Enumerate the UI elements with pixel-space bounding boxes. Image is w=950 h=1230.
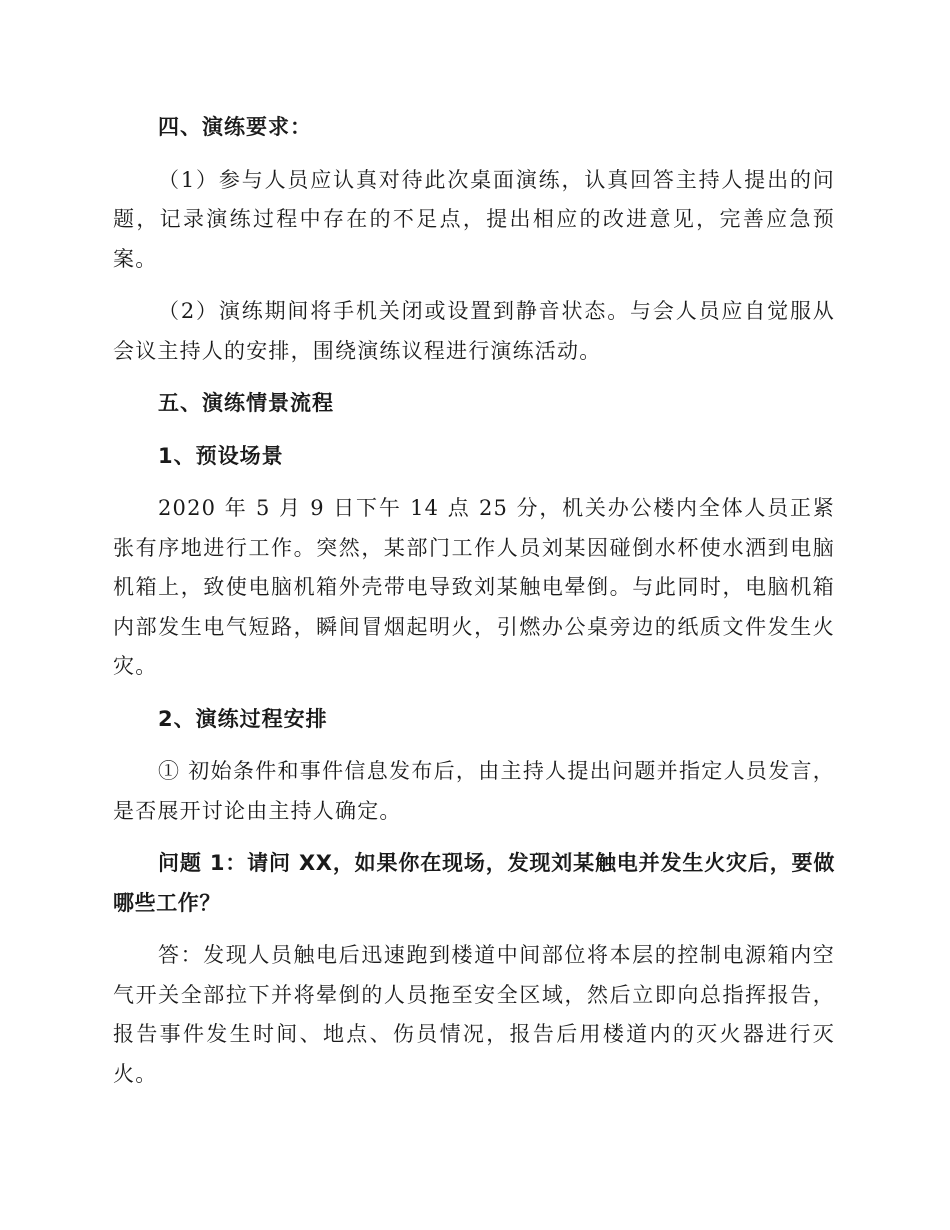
procedure-step-1: ① 初始条件和事件信息发布后，由主持人提出问题并指定人员发言，是否展开讨论由主持人确定。 (113, 759, 835, 823)
section-4-heading: 四、演练要求： (158, 115, 312, 139)
document-body (113, 108, 835, 1094)
subsection-1-heading: 1、预设场景 (158, 443, 284, 468)
section-4-item-2: （2）演练期间将手机关闭或设置到静音状态。与会人员应自觉服从会议主持人的安排，围绕演练议程进行演练活动。 (113, 299, 835, 363)
question-1: 问题 1：请问 XX，如果你在现场，发现刘某触电并发生火灾后，要做哪些工作？ (113, 851, 835, 915)
scenario-paragraph: 2020 年 5 月 9 日下午 14 点 25 分，机关办公楼内全体人员正紧张有序地进行工作。突然，某部门工作人员刘某因碰倒水杯使水洒到电脑机箱上，致使电脑机箱外壳带电导致刘某触电晕倒。与此同时，电脑机箱内部发生电气短路，瞬间冒烟起明火，引燃办公桌旁边的纸质文件发生火灾。 (113, 496, 835, 678)
section-4-item-1: （1）参与人员应认真对待此次桌面演练，认真回答主持人提出的问题，记录演练过程中存在的不足点，提出相应的改进意见，完善应急预案。 (113, 167, 835, 271)
answer-1: 答：发现人员触电后迅速跑到楼道中间部位将本层的控制电源箱内空气开关全部拉下并将晕倒的人员拖至安全区域，然后立即向总指挥报告，报告事件发生时间、地点、伤员情况，报告后用楼道内的灭火器进行灭火。 (113, 943, 835, 1086)
subsection-2-heading: 2、演练过程安排 (158, 706, 328, 731)
section-5-heading: 五、演练情景流程 (158, 391, 334, 415)
